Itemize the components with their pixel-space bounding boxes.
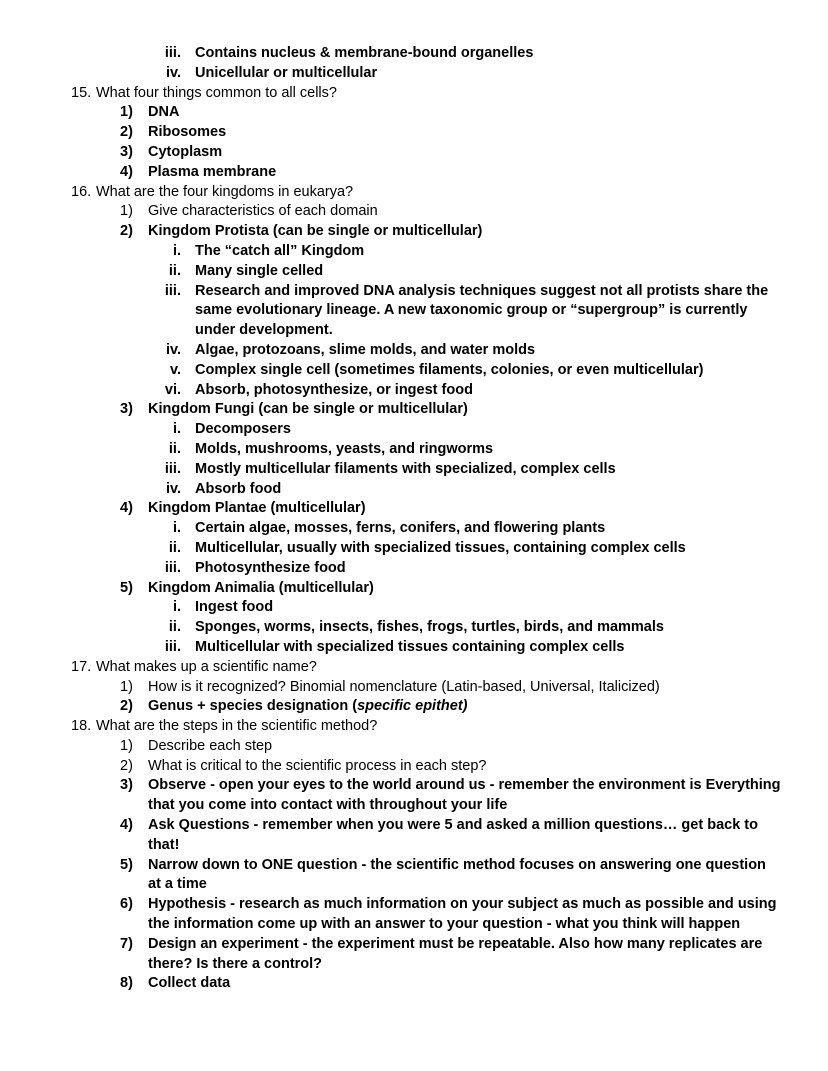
- list-item: [152, 638, 782, 658]
- text-run: Photosynthesize food: [195, 559, 346, 576]
- text-run: Complex single cell (sometimes filaments, colonies, or even multicellular): [195, 361, 704, 378]
- list-item-text: [195, 519, 782, 539]
- list-marker: iv.: [165, 64, 181, 81]
- list-item-text: [195, 638, 782, 658]
- list-marker: 2): [120, 698, 133, 715]
- list-marker: 3): [120, 143, 133, 160]
- list-item: [71, 717, 782, 737]
- text-run: Give characteristics of each domain: [148, 203, 378, 220]
- text-run: Algae, protozoans, slime molds, and water molds: [195, 341, 536, 358]
- list-marker: 3): [120, 401, 133, 418]
- list-marker: ii.: [168, 440, 181, 457]
- list-item: [71, 84, 782, 104]
- list-item-text: [148, 776, 782, 816]
- text-run: The “catch all” Kingdom: [195, 242, 365, 259]
- list-item-text: [148, 123, 782, 143]
- list-marker: i.: [172, 520, 181, 537]
- list-item: [152, 64, 782, 84]
- list-marker: iii.: [164, 282, 181, 299]
- list-item-text: [148, 143, 782, 163]
- text-run: Research and improved DNA analysis techniques suggest not all protists share the same evolutionary lineage. A new taxonomic group or “supergroup” is currently under development.: [195, 282, 769, 339]
- list-item-text: [195, 440, 782, 460]
- text-run: Ingest food: [195, 599, 274, 616]
- list-marker: 4): [120, 817, 133, 834]
- text-run: Molds, mushrooms, yeasts, and ringworms: [195, 440, 494, 457]
- list-item-text: [195, 242, 782, 262]
- text-run: What makes up a scientific name?: [96, 658, 317, 675]
- list-item-text: [148, 202, 782, 222]
- list-marker: 1): [120, 203, 133, 220]
- text-run: What are the steps in the scientific method?: [96, 718, 378, 735]
- text-run: Narrow down to ONE question - the scientific method focuses on answering one question at a time: [148, 856, 766, 893]
- list-item-text: [195, 64, 782, 84]
- list-item-text: [148, 895, 782, 935]
- text-run: Kingdom Protista (can be single or multicellular): [148, 223, 483, 240]
- list-marker: 4): [120, 163, 133, 180]
- text-run: Contains nucleus & membrane-bound organelles: [195, 45, 534, 61]
- list-item-text: [96, 658, 782, 678]
- list-item: [120, 737, 782, 757]
- list-marker: ii.: [168, 262, 181, 279]
- text-run: What are the four kingdoms in eukarya?: [96, 183, 354, 200]
- list-marker: iii.: [164, 45, 181, 61]
- list-item-text: [148, 737, 782, 757]
- list-marker: 5): [120, 579, 133, 596]
- list-item-text: [195, 420, 782, 440]
- list-item: [120, 123, 782, 143]
- list-item: [152, 440, 782, 460]
- list-item: [120, 103, 782, 123]
- list-item-text: [96, 84, 782, 104]
- list-item-text: [148, 935, 782, 975]
- document-body: [0, 44, 782, 994]
- text-run: What is critical to the scientific process in each step?: [148, 757, 487, 774]
- text-run: Absorb food: [195, 480, 282, 497]
- list-item: [152, 539, 782, 559]
- text-run: Kingdom Fungi (can be single or multicellular): [148, 401, 468, 418]
- list-marker: vi.: [164, 381, 181, 398]
- list-item-text: [148, 103, 782, 123]
- list-item: [120, 202, 782, 222]
- list-item: [152, 361, 782, 381]
- list-marker: 16.: [71, 183, 92, 200]
- list-marker: i.: [172, 599, 181, 616]
- list-item: [120, 579, 782, 599]
- list-marker: iii.: [164, 638, 181, 655]
- list-marker: iii.: [164, 559, 181, 576]
- list-item: [120, 163, 782, 183]
- list-item-text: [148, 163, 782, 183]
- list-marker: v.: [169, 361, 181, 378]
- text-run: How is it recognized? Binomial nomenclature (Latin-based, Universal, Italicized): [148, 678, 660, 695]
- list-item: [152, 262, 782, 282]
- list-item-text: [148, 856, 782, 896]
- list-item-text: [195, 341, 782, 361]
- list-marker: 7): [120, 935, 133, 952]
- list-item-text: [148, 400, 782, 420]
- list-marker: 18.: [71, 718, 92, 735]
- text-run: Many single celled: [195, 262, 324, 279]
- list-item-text: [195, 598, 782, 618]
- list-marker: iii.: [164, 460, 181, 477]
- list-marker: 1): [120, 678, 133, 695]
- list-item: [120, 143, 782, 163]
- list-marker: ii.: [168, 539, 181, 556]
- list-item-text: [148, 974, 782, 994]
- list-item: [120, 499, 782, 519]
- text-run: Design an experiment - the experiment must be repeatable. Also how many replicates are there? Is there a control?: [148, 935, 763, 972]
- list-marker: 3): [120, 777, 133, 794]
- list-marker: 1): [120, 104, 133, 121]
- text-run: Absorb, photosynthesize, or ingest food: [195, 381, 473, 398]
- list-item: [152, 381, 782, 401]
- text-run: Decomposers: [195, 421, 291, 438]
- list-item: [152, 559, 782, 579]
- list-item: [120, 935, 782, 975]
- list-item-text: [148, 678, 782, 698]
- list-item: [71, 658, 782, 678]
- text-run: Unicellular or multicellular: [195, 64, 378, 81]
- list-marker: 2): [120, 757, 133, 774]
- list-item: [152, 598, 782, 618]
- list-item-text: [195, 460, 782, 480]
- list-item: [152, 480, 782, 500]
- list-item-text: [148, 499, 782, 519]
- list-marker: 1): [120, 737, 133, 754]
- list-item: [120, 974, 782, 994]
- list-item: [152, 519, 782, 539]
- text-run: Observe - open your eyes to the world around us - remember the environment is Everything that you come into contact with throughout your life: [148, 777, 781, 814]
- list-marker: iv.: [165, 341, 181, 358]
- list-item-text: [195, 262, 782, 282]
- list-marker: i.: [172, 421, 181, 438]
- list-item-text: [195, 361, 782, 381]
- text-run: Ask Questions - remember when you were 5 and asked a million questions… get back to that!: [148, 817, 758, 853]
- list-item: [152, 44, 782, 64]
- list-item-text: [195, 539, 782, 559]
- list-item-text: [148, 579, 782, 599]
- list-item-text: [148, 697, 782, 717]
- list-item: [120, 895, 782, 935]
- text-run: Kingdom Animalia (multicellular): [148, 579, 374, 596]
- list-item-text: [195, 618, 782, 638]
- text-run-italic: specific epithet): [357, 698, 468, 715]
- list-item: [152, 460, 782, 480]
- text-run: Genus + species designation (: [148, 698, 358, 715]
- text-run: Plasma membrane: [148, 163, 277, 180]
- list-item-text: [195, 44, 782, 64]
- text-run: Multicellular with specialized tissues containing complex cells: [195, 638, 625, 655]
- list-marker: 15.: [71, 84, 92, 101]
- text-run: Mostly multicellular filaments with specialized, complex cells: [195, 460, 616, 477]
- list-marker: i.: [172, 242, 181, 259]
- list-item: [152, 341, 782, 361]
- text-run: Ribosomes: [148, 124, 227, 141]
- list-marker: 8): [120, 975, 133, 992]
- text-run: Describe each step: [148, 737, 273, 754]
- list-marker: ii.: [168, 619, 181, 636]
- text-run: Collect data: [148, 975, 231, 992]
- list-marker: 4): [120, 500, 133, 517]
- text-run: What four things common to all cells?: [96, 84, 337, 101]
- list-item-text: [148, 816, 782, 856]
- list-item: [120, 678, 782, 698]
- list-item: [120, 816, 782, 856]
- list-item: [152, 420, 782, 440]
- list-item-text: [195, 559, 782, 579]
- list-item: [120, 400, 782, 420]
- list-item-text: [195, 480, 782, 500]
- text-run: Kingdom Plantae (multicellular): [148, 500, 366, 517]
- list-item: [152, 618, 782, 638]
- list-marker: 5): [120, 856, 133, 873]
- list-item: [152, 242, 782, 262]
- list-marker: 17.: [71, 658, 92, 675]
- text-run: Cytoplasm: [148, 143, 223, 160]
- list-marker: 6): [120, 896, 133, 913]
- list-item: [152, 282, 782, 341]
- list-marker: 2): [120, 124, 133, 141]
- list-item-text: [96, 717, 782, 737]
- list-item: [120, 697, 782, 717]
- list-item-text: [148, 222, 782, 242]
- list-item: [120, 776, 782, 816]
- list-item: [71, 183, 782, 203]
- list-item-text: [195, 381, 782, 401]
- list-item-text: [195, 282, 782, 341]
- text-run: Certain algae, mosses, ferns, conifers, and flowering plants: [195, 520, 606, 537]
- list-item-text: [96, 183, 782, 203]
- text-run: Multicellular, usually with specialized tissues, containing complex cells: [195, 539, 686, 556]
- list-marker: 2): [120, 223, 133, 240]
- list-item: [120, 856, 782, 896]
- text-run: Hypothesis - research as much information on your subject as much as possible and using the information come up with an answer to your question - what you think will happen: [148, 896, 777, 933]
- list-item: [120, 757, 782, 777]
- list-marker: iv.: [165, 480, 181, 497]
- list-item-text: [148, 757, 782, 777]
- text-run: Sponges, worms, insects, fishes, frogs, turtles, birds, and mammals: [195, 619, 664, 636]
- list-item: [120, 222, 782, 242]
- text-run: DNA: [148, 104, 180, 121]
